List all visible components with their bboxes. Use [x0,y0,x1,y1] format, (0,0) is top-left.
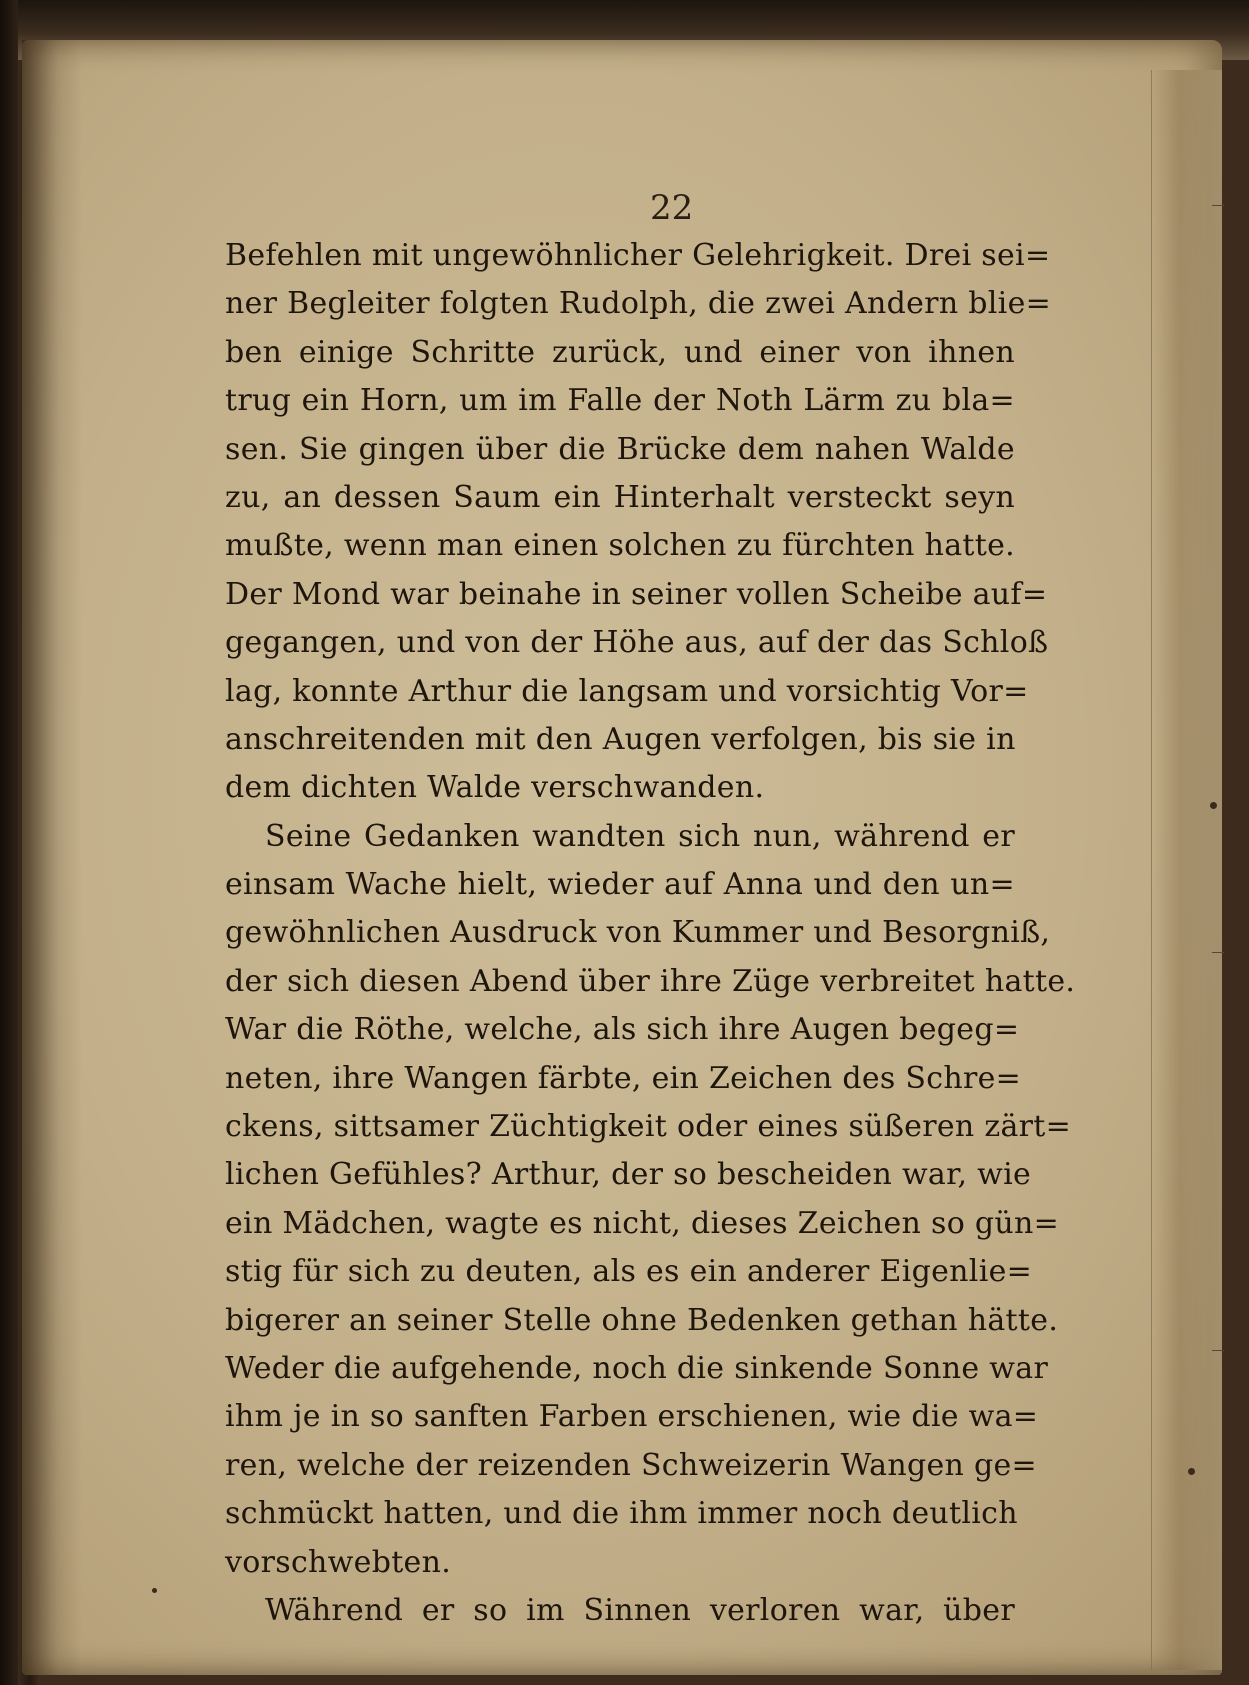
text-line: Seine Gedanken wandten sich nun, während er [265,818,1015,854]
text-line: zu, an dessen Saum ein Hinterhalt versteckt seyn [225,479,1015,515]
text-line: dem dichten Walde verschwanden. [225,770,765,806]
text-line: lichen Gefühles? Arthur, der so bescheiden war, wie [225,1157,1032,1193]
text-line: ihm je in so sanften Farben erschienen, wie die wa= [225,1399,1039,1435]
text-line: bigerer an seiner Stelle ohne Bedenken gethan hätte. [225,1302,1059,1338]
margin-tick [1212,1350,1224,1351]
text-line: neten, ihre Wangen färbte, ein Zeichen des Schre= [225,1060,1022,1096]
text-line: stig für sich zu deuten, als es ein anderer Eigenlie= [225,1254,1033,1290]
text-line: Weder die aufgehende, noch die sinkende Sonne war [225,1350,1049,1386]
text-line: lag, konnte Arthur die langsam und vorsichtig Vor= [225,673,1029,709]
margin-tick [1212,952,1224,953]
page-number: 22 [650,188,694,228]
next-page-edge [1151,70,1222,1670]
text-line: trug ein Horn, um im Falle der Noth Lärm zu bla= [225,383,1015,419]
text-line: Während er so im Sinnen verloren war, über [265,1592,1015,1628]
margin-tick [1212,205,1224,206]
text-line: ner Begleiter folgten Rudolph, die zwei Andern blie= [225,286,1052,322]
text-line: ckens, sittsamer Züchtigkeit oder eines süßeren zärt= [225,1109,1072,1145]
text-line: mußte, wenn man einen solchen zu fürchten hatte. [225,528,1015,564]
text-line: Der Mond war beinahe in seiner vollen Scheibe auf= [225,576,1048,612]
text-line: einsam Wache hielt, wieder auf Anna und den un= [225,867,1015,903]
text-line: schmückt hatten, und die ihm immer noch deutlich [225,1496,1018,1532]
text-line: anschreitenden mit den Augen verfolgen, bis sie in [225,721,1016,757]
paper-speck [1210,802,1217,809]
paper-speck [1188,1468,1195,1475]
text-line: ben einige Schritte zurück, und einer von ihnen [225,334,1015,370]
text-line: War die Röthe, welche, als sich ihre Augen begeg= [225,1012,1020,1048]
text-line: sen. Sie gingen über die Brücke dem nahen Walde [225,431,1015,467]
text-line: der sich diesen Abend über ihre Züge verbreitet hatte. [225,963,1076,999]
text-line: vorschwebten. [225,1544,452,1580]
text-line: ein Mädchen, wagte es nicht, dieses Zeichen so gün= [225,1205,1060,1241]
page-gutter-shadow [22,40,82,1675]
book-spine-edge [0,0,18,1685]
text-line: gegangen, und von der Höhe aus, auf der das Schloß [225,625,1049,661]
text-line: gewöhnlichen Ausdruck von Kummer und Besorgniß, [225,915,1051,951]
paper-speck [152,1588,157,1593]
body-text [225,232,1076,1635]
text-line: Befehlen mit ungewöhnlicher Gelehrigkeit. Drei sei= [225,238,1051,273]
text-line: ren, welche der reizenden Schweizerin Wangen ge= [225,1447,1037,1483]
